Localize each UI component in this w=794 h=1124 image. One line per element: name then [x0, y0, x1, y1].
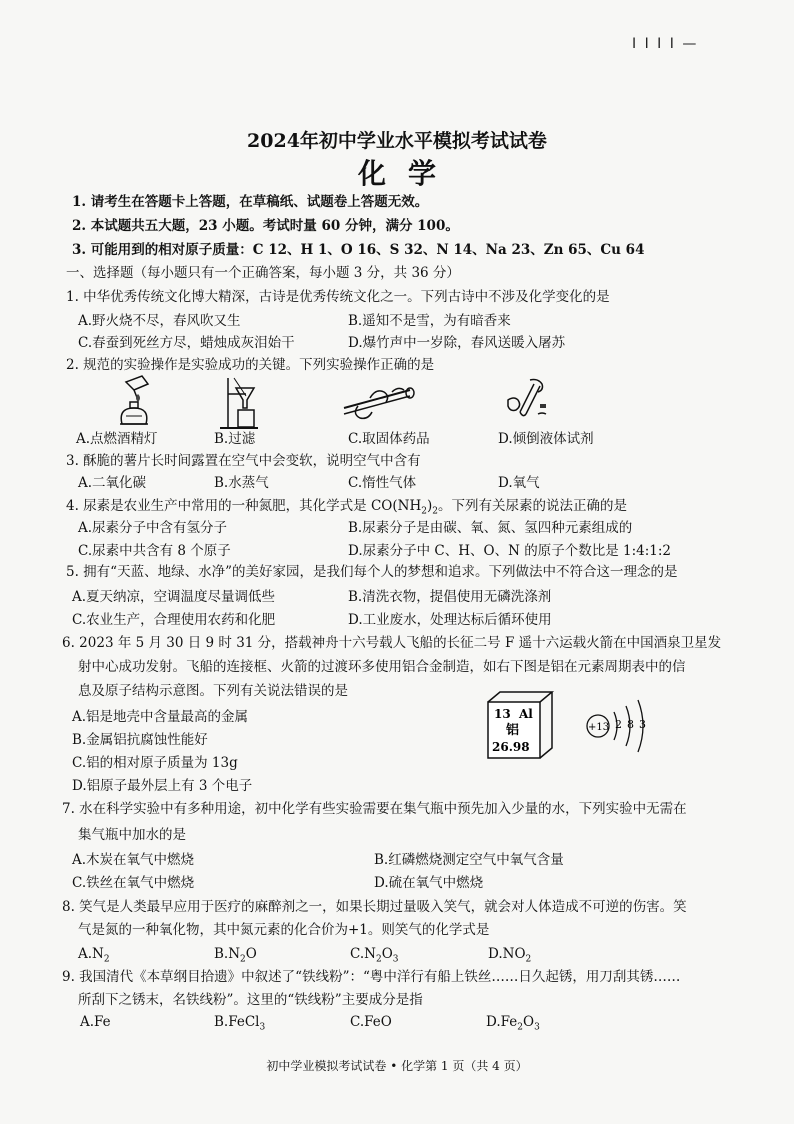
q9-option-c: C.FeO [350, 1014, 392, 1030]
q4-option-c: C.尿素中共含有 8 个原子 [78, 543, 231, 559]
q6-option-c: C.铝的相对原子质量为 13g [72, 755, 238, 771]
q9-option-a: A.Fe [80, 1014, 111, 1030]
q2-option-b: B.过滤 [214, 431, 256, 447]
q7-option-d: D.硫在氧气中燃烧 [374, 875, 484, 891]
q5-option-c: C.农业生产，合理使用农药和化肥 [72, 612, 276, 628]
q4-option-d: D.尿素分子中 C、H、O、N 的原子个数比是 1:4:1:2 [348, 543, 671, 559]
q1-stem: 1. 中华优秀传统文化博大精深，古诗是优秀传统文化之一。下列古诗中不涉及化学变化的是 [66, 289, 610, 305]
q6-stem-line1: 6. 2023 年 5 月 30 日 9 时 31 分，搭载神舟十六号载人飞船的长征二号 F 遥十六运载火箭在中国酒泉卫星发 [62, 635, 722, 651]
q9-option-d: $D.Fe_2O_3$ [486, 1014, 540, 1033]
q7-option-c: C.铁丝在氧气中燃烧 [72, 875, 195, 891]
q9-stem-line2: 所刮下之锈末，名铁线粉”。这里的“铁线粉”主要成分是指 [78, 992, 423, 1008]
q5-option-d: D.工业废水，处理达标后循环使用 [348, 612, 552, 628]
q2-stem: 2. 规范的实验操作是实验成功的关键。下列实验操作正确的是 [66, 357, 435, 373]
q6-stem-line2: 射中心成功发射。飞船的连接框、火箭的过渡环多使用铝合金制造，如右下图是铝在元素周期表中的信 [78, 659, 686, 675]
aluminum-periodic-cell [486, 690, 558, 762]
note-2: 2. 本试题共五大题，23 小题。考试时量 60 分钟，满分 100。 [72, 218, 459, 234]
atomic-mass: 26.98 [492, 740, 530, 754]
q6-option-a: A.铝是地壳中含量最高的金属 [72, 709, 249, 725]
q5-stem: 5. 拥有“天蓝、地绿、水净”的美好家园，是我们每个人的梦想和追求。下列做法中不符合这一理念的是 [66, 564, 678, 580]
q3-option-a: A.二氧化碳 [78, 475, 147, 491]
q6-option-b: B.金属铝抗腐蚀性能好 [72, 732, 208, 748]
aluminum-atom-structure [584, 690, 664, 762]
note-1: 1. 请考生在答题卡上答题，在草稿纸、试题卷上答题无效。 [72, 194, 429, 210]
solid-reagent-icon [340, 380, 422, 422]
note-3: 3. 可能用到的相对原子质量：C 12、H 1、O 16、S 32、N 14、Na 23、Zn 65、Cu 64 [72, 242, 645, 258]
q8-stem-line2: 气是氮的一种氧化物，其中氮元素的化合价为+1。则笑气的化学式是 [78, 922, 490, 938]
q4-option-b: B.尿素分子是由碳、氧、氮、氢四种元素组成的 [348, 520, 633, 536]
element-symbol: Al [519, 707, 533, 721]
q8-option-c: $C.N_2O_3$ [350, 946, 399, 965]
q1-option-a: A.野火烧不尽，春风吹又生 [78, 313, 241, 329]
q4-stem: 4. 尿素是农业生产中常用的一种氮肥，其化学式是 $CO(NH_2)_2$。下列有关尿素的说法正确的是 [66, 498, 627, 517]
q5-option-a: A.夏天纳凉，空调温度尽量调低些 [72, 589, 276, 605]
q7-option-b: B.红磷燃烧测定空气中氧气含量 [374, 852, 564, 868]
q5-option-b: B.清洗衣物，提倡使用无磷洗涤剂 [348, 589, 552, 605]
q7-option-a: A.木炭在氧气中燃烧 [72, 852, 195, 868]
q2-option-c: C.取固体药品 [348, 431, 430, 447]
q9-stem-line1: 9. 我国清代《本草纲目拾遗》中叙述了“铁线粉”：“粤中洋行有船上铁丝……日久起锈，用刀刮其锈…… [62, 969, 681, 985]
section-heading: 一、选择题（每小题只有一个正确答案，每小题 3 分，共 36 分） [66, 265, 460, 281]
shell-3-electrons: 3 [639, 718, 646, 731]
subject-title: 化学 [357, 157, 458, 190]
q1-option-b: B.遥知不是雪，为有暗香来 [348, 313, 511, 329]
atomic-number: 13 [494, 707, 511, 721]
q9-option-b: B.FeCl$_3$ [214, 1014, 266, 1033]
q3-option-d: D.氧气 [498, 475, 540, 491]
q2-option-a: A.点燃酒精灯 [76, 431, 158, 447]
q6-option-d: D.铝原子最外层上有 3 个电子 [72, 778, 253, 794]
q1-option-d: D.爆竹声中一岁除，春风送暖入屠苏 [348, 335, 566, 351]
exam-title: 2024年初中学业水平模拟考试试卷 [247, 130, 547, 152]
alcohol-lamp-lighting-icon [108, 374, 160, 430]
q3-stem: 3. 酥脆的薯片长时间露置在空气中会变软，说明空气中含有 [66, 453, 421, 469]
page-footer: 初中学业模拟考试试卷 • 化学第 1 页（共 4 页） [266, 1059, 528, 1073]
shell-2-electrons: 8 [627, 718, 634, 731]
element-name: 铝 [506, 723, 520, 738]
q6-stem-line3: 息及原子结构示意图。下列有关说法错误的是 [78, 683, 348, 699]
filtration-apparatus-icon [218, 374, 268, 432]
q7-stem-line2: 集气瓶中加水的是 [78, 827, 186, 843]
shell-1-electrons: 2 [615, 718, 622, 731]
q8-stem-line1: 8. 笑气是人类最早应用于医疗的麻醉剂之一，如果长期过量吸入笑气，就会对人体造成不可逆的伤害。笑 [62, 899, 687, 915]
q8-option-d: $D.NO_2$ [488, 946, 532, 965]
q2-option-d: D.倾倒液体试剂 [498, 431, 594, 447]
q8-option-a: $A.N_2$ [78, 946, 110, 965]
scan-marks: I I I I — [632, 36, 699, 52]
pour-liquid-icon [500, 376, 556, 428]
q1-option-c: C.春蚕到死丝方尽，蜡烛成灰泪始干 [78, 335, 295, 351]
q3-option-c: C.惰性气体 [348, 475, 417, 491]
q7-stem-line1: 7. 水在科学实验中有多种用途，初中化学有些实验需要在集气瓶中预先加入少量的水，下列实验中无需在 [62, 801, 687, 817]
nucleus-charge: +13 [588, 722, 610, 733]
q4-option-a: A.尿素分子中含有氢分子 [78, 520, 228, 536]
q3-option-b: B.水蒸气 [214, 475, 269, 491]
q8-option-b: $B.N_2O$ [214, 946, 257, 965]
